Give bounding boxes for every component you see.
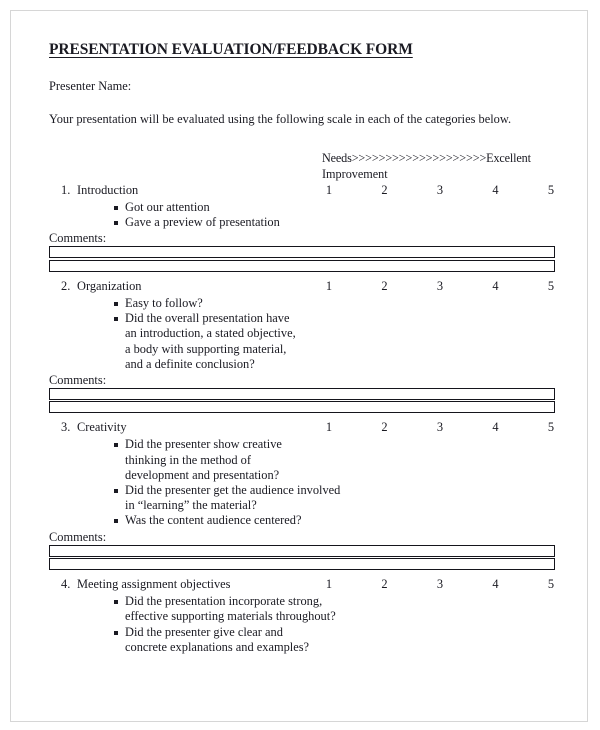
criteria-line: Did the presenter show creative [125,437,282,452]
rating-option-4[interactable]: 4 [492,278,499,293]
square-bullet-icon [114,443,118,447]
comments-label: Comments: [49,529,107,544]
evaluation-sections [49,183,559,655]
criteria-line: Got our attention [125,200,210,214]
square-bullet-icon [114,221,118,225]
form-content [49,41,559,662]
rating-options [49,279,559,296]
criteria-line: and a definite conclusion? [125,356,255,371]
criteria-list [49,296,559,372]
comments-input-row[interactable] [49,545,555,557]
rating-option-2[interactable]: 2 [381,420,388,435]
criteria-list [49,594,559,655]
evaluation-section [49,420,559,570]
criteria-item [49,296,559,311]
square-bullet-icon [114,489,118,493]
criteria-line: Easy to follow? [125,295,203,310]
criteria-item [49,594,559,624]
criteria-line: in “learning” the material? [125,498,257,513]
criteria-line: Did the presentation incorporate strong, [125,594,323,609]
section-number: 3. [61,420,71,435]
criteria-line: Gave a preview of presentation [125,215,280,230]
square-bullet-icon [114,206,118,210]
presenter-name-label: Presenter Name: [49,79,132,93]
criteria-item [49,200,559,215]
criteria-line: thinking in the method of [125,452,251,467]
rating-option-1[interactable]: 1 [325,420,333,435]
rating-option-1[interactable]: 1 [325,278,333,293]
evaluation-section [49,183,559,272]
criteria-line: development and presentation? [125,467,280,482]
rating-option-5[interactable]: 5 [547,183,555,197]
rating-option-2[interactable]: 2 [381,183,388,197]
rating-scale-header [49,151,559,183]
section-header [49,279,559,296]
square-bullet-icon [114,317,118,321]
evaluation-section [49,577,559,655]
rating-option-3[interactable]: 3 [436,577,444,592]
rating-option-3[interactable]: 3 [436,183,444,197]
rating-option-3[interactable]: 3 [436,420,444,435]
rating-option-4[interactable]: 4 [492,183,499,197]
rating-option-1[interactable]: 1 [325,183,333,197]
criteria-line: concrete explanations and examples? [125,639,310,654]
rating-options [49,420,559,437]
section-header [49,577,559,594]
comments-input-row[interactable] [49,260,555,272]
criteria-line: an introduction, a stated objective, [125,326,296,341]
rating-option-5[interactable]: 5 [547,420,555,435]
section-header [49,420,559,437]
comments-input-row[interactable] [49,401,555,413]
instructions-text: Your presentation will be evaluated using the following scale in each of the categories below. [49,112,512,126]
criteria-list [49,437,559,528]
scale-range-label: Needs>>>>>>>>>>>>>>>>>>>>Excellent [322,151,531,165]
criteria-line: Was the content audience centered? [125,513,302,528]
section-header [49,183,559,200]
comments-input-row[interactable] [49,558,555,570]
section-title: Organization [77,278,142,293]
criteria-line: Did the presenter give clear and [125,624,283,639]
evaluation-section [49,279,559,414]
rating-option-4[interactable]: 4 [492,420,499,435]
criteria-line: Did the overall presentation have [125,311,290,326]
section-number: 4. [61,577,71,592]
square-bullet-icon [114,302,118,306]
scale-low-label-second-line: Improvement [322,166,388,181]
criteria-item [49,311,559,372]
square-bullet-icon [114,631,118,635]
section-number: 1. [61,183,71,197]
page-title: PRESENTATION EVALUATION/FEEDBACK FORM [49,41,413,58]
section-title: Introduction [77,183,139,197]
comments-input-row[interactable] [49,388,555,400]
criteria-line: effective supporting materials throughout? [125,609,336,624]
rating-option-5[interactable]: 5 [547,278,555,293]
comments-input-row[interactable] [49,246,555,258]
rating-option-4[interactable]: 4 [492,577,499,592]
criteria-item [49,483,559,513]
square-bullet-icon [114,519,118,523]
criteria-list [49,200,559,230]
section-number: 2. [61,278,71,293]
rating-options [49,577,559,594]
rating-option-1[interactable]: 1 [325,577,333,592]
criteria-item [49,625,559,655]
rating-option-2[interactable]: 2 [381,278,388,293]
rating-option-3[interactable]: 3 [436,278,444,293]
criteria-item [49,513,559,528]
section-title: Creativity [77,420,127,435]
square-bullet-icon [114,600,118,604]
criteria-line: Did the presenter get the audience involved [125,483,341,498]
criteria-item [49,215,559,230]
section-title: Meeting assignment objectives [77,577,231,592]
document-page [10,10,588,722]
rating-option-5[interactable]: 5 [547,577,555,592]
criteria-line: a body with supporting material, [125,341,287,356]
criteria-item [49,437,559,483]
rating-option-2[interactable]: 2 [381,577,388,592]
comments-label: Comments: [49,231,107,246]
comments-label: Comments: [49,372,107,387]
rating-options [49,183,559,200]
